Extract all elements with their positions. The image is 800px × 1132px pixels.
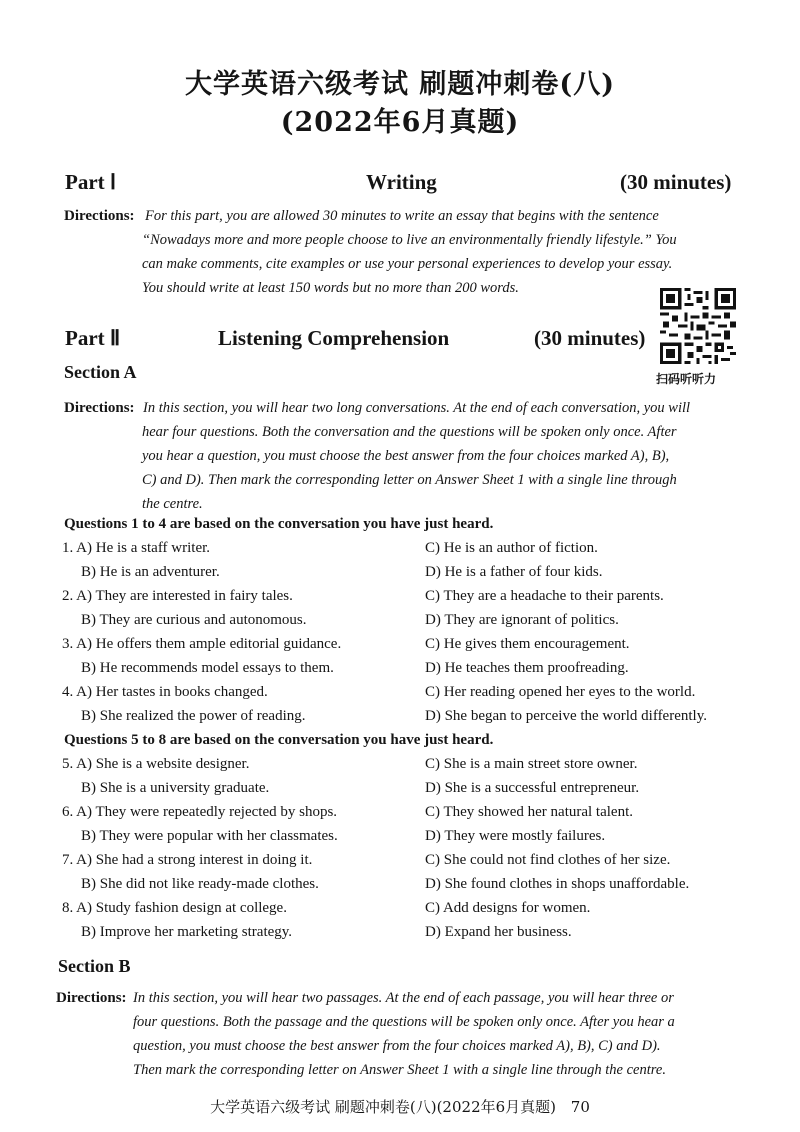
option-b[interactable]: They were popular with her classmates. — [99, 828, 338, 844]
question-number: 8. — [62, 900, 74, 916]
question-number: 4. — [62, 684, 74, 700]
question-number: 1. — [62, 540, 74, 556]
question-number: 3. — [62, 636, 74, 652]
option-c[interactable]: They are a headache to their parents. — [443, 588, 664, 604]
exam-subtitle: (2022年6月真题) — [280, 107, 520, 138]
qr-caption: 扫码听听力 — [656, 372, 717, 386]
option-a[interactable]: They were repeatedly rejected by shops. — [95, 804, 338, 820]
option-d[interactable]: He teaches them proofreading. — [444, 660, 629, 676]
option-a[interactable]: They are interested in fairy tales. — [95, 588, 293, 604]
part1-directions-label: Directions: — [64, 208, 135, 224]
option-d[interactable]: She is a successful entrepreneur. — [444, 780, 640, 796]
part1-directions-line: You should write at least 150 words but no more than 200 words. — [142, 280, 519, 296]
option-c[interactable]: Her reading opened her eyes to the world. — [443, 684, 696, 700]
option-d[interactable]: They were mostly failures. — [444, 828, 606, 844]
exam-page: 大学英语六级考试 刷题冲刺卷(八) (2022年6月真题) Part Ⅰ Writing (30 minutes) Directions: For this part, you are allowed 30 minutes to write an essay that begins with the sentence “Nowadays more and more people choose to live an environmentally friendly lifestyle.” You can make comments, cite examples or use your personal experiences to develop your essay. You should write at least 150 words but no more than 200 words. Part Ⅱ Listening Comprehension (30 minutes) 扫码听听力 Section A Directions: In this section, you will hear two long conversations. At the end of each conversation, you will hear four questions. Both the conversation and the questions will be spoken only once. After you hear a question, you must choose the best answer from the four choices marked A), B), C) and D). Then mark the corresponding letter on Answer Sheet 1 with a single line through the centre. Questions 1 to 4 are based on the conversation you have just heard. 1. A) He is a staff writer. C) He is an author of fiction. B) He is an adventurer. D) He is a father of four kids. 2. A) They are interested in fairy tales. C) They are a headache to their parents. B) They are curious and autonomous. D) They are ignorant of politics. 3. A) He offers them ample editorial guidance. C) He gives them encouragement. B) He recommends model essays to them. D) He teaches them proofreading. 4. A) Her tastes in books changed. C) Her reading opened her eyes to the world. B) She realized the power of reading. D) She began to perceive the world differently. Questions 5 to 8 are based on the conversation you have just heard. 5. A) She is a website designer. C) She is a main street store owner. B) She is a university graduate. D) She is a successful entrepreneur. 6. A) They were repeatedly rejected by shops. C) They showed her natural talent. B) They were popular with her classmates. D) They were mostly failures. 7. A) She had a strong interest in doing it. C) She could not find clothes of her size. B) She did not like ready-made clothes. D) She found clothes in shops unaffordable. 8. A) Study fashion design at college. C) Add designs for women. B) Improve her marketing strategy. D) Expand her business. Section B Directions: In this section, you will hear two passages. At the end of each passage, you will hear three or four questions. Both the passage and the questions will be spoken only once. After you hear a question, you must choose the best answer from the four choices marked A), B), C) and D). Then mark the corresponding letter on Answer Sheet 1 with a single line through the centre. 大学英语六级考试 刷题冲刺卷(八)(2022年6月真题) 70 — [0, 0, 800, 1132]
part2-name: Listening Comprehension — [218, 326, 450, 350]
page-footer — [0, 1096, 800, 1117]
part1-directions-line: can make comments, cite examples or use your personal experiences to develop your essay. — [142, 256, 673, 272]
section-b-directions-line: In this section, you will hear two passages. At the end of each passage, you will hear three or — [133, 990, 674, 1006]
section-a-directions-line: hear four questions. Both the conversation and the questions will be spoken only once. After — [142, 424, 677, 440]
part1-directions-line: For this part, you are allowed 30 minutes to write an essay that begins with the sentence — [145, 208, 659, 224]
option-a[interactable]: He offers them ample editorial guidance. — [95, 636, 342, 652]
part1-time: (30 minutes) — [620, 170, 732, 194]
option-b[interactable]: She realized the power of reading. — [99, 708, 306, 724]
section-a-directions-label: Directions: — [64, 400, 135, 416]
part1-directions-line: “Nowadays more and more people choose to live an environmentally friendly lifestyle.” You — [142, 232, 677, 248]
section-b-directions-label: Directions: — [56, 990, 127, 1006]
section-b-directions-line: question, you must choose the best answer from the four choices marked A), B), C) and D). — [133, 1038, 661, 1054]
section-a-directions-line: you hear a question, you must choose the best answer from the four choices marked A), B), — [142, 448, 670, 464]
section-b-directions-line: four questions. Both the passage and the questions will be spoken only once. After you hear a — [133, 1014, 675, 1030]
option-c[interactable]: Add designs for women. — [442, 900, 591, 916]
option-d[interactable]: Expand her business. — [444, 924, 572, 940]
part2-time: (30 minutes) — [534, 326, 646, 350]
option-c[interactable]: He gives them encouragement. — [443, 636, 630, 652]
question-number: 7. — [62, 852, 74, 868]
exam-title: 大学英语六级考试 刷题冲刺卷(八) — [185, 69, 615, 100]
question-number: 5. — [62, 756, 74, 772]
option-d[interactable]: She found clothes in shops unaffordable. — [444, 876, 690, 892]
option-c[interactable]: He is an author of fiction. — [443, 540, 598, 556]
question-number: 6. — [62, 804, 74, 820]
option-c[interactable]: She is a main street store owner. — [443, 756, 638, 772]
option-a[interactable]: Study fashion design at college. — [95, 900, 287, 916]
part1-label: Part Ⅰ — [65, 170, 117, 194]
question-group-heading: Questions 1 to 4 are based on the conversation you have just heard. — [64, 516, 494, 532]
option-d[interactable]: They are ignorant of politics. — [444, 612, 619, 628]
option-d[interactable]: He is a father of four kids. — [444, 564, 603, 580]
question-group-heading: Questions 5 to 8 are based on the conversation you have just heard. — [64, 732, 494, 748]
option-a[interactable]: She had a strong interest in doing it. — [95, 852, 313, 868]
option-c[interactable]: They showed her natural talent. — [443, 804, 633, 820]
option-a[interactable]: He is a staff writer. — [95, 540, 211, 556]
part1-name: Writing — [366, 170, 437, 194]
section-b-label: Section B — [58, 956, 131, 976]
page-number: 70 — [570, 1098, 590, 1116]
footer-title: 大学英语六级考试 刷题冲刺卷(八)(2022年6月真题) — [210, 1098, 557, 1116]
question-number: 2. — [62, 588, 74, 604]
option-c[interactable]: She could not find clothes of her size. — [443, 852, 671, 868]
section-a-directions-line: C) and D). Then mark the corresponding letter on Answer Sheet 1 with a single line through — [142, 472, 677, 488]
option-a[interactable]: She is a website designer. — [95, 756, 250, 772]
section-b-directions-line: Then mark the corresponding letter on Answer Sheet 1 with a single line through the centre. — [133, 1062, 666, 1078]
qr-code-icon[interactable] — [660, 288, 736, 364]
option-b[interactable]: Improve her marketing strategy. — [99, 924, 293, 940]
section-a-directions-line: the centre. — [142, 496, 203, 512]
section-a-label: Section A — [64, 362, 137, 382]
option-a[interactable]: Her tastes in books changed. — [95, 684, 268, 700]
option-b[interactable]: She did not like ready-made clothes. — [99, 876, 319, 892]
option-b[interactable]: He is an adventurer. — [99, 564, 220, 580]
section-a-directions-line: In this section, you will hear two long conversations. At the end of each conversation, you will — [143, 400, 691, 416]
option-b[interactable]: He recommends model essays to them. — [99, 660, 334, 676]
part2-label: Part Ⅱ — [65, 326, 121, 350]
option-d[interactable]: She began to perceive the world differently. — [444, 708, 707, 724]
option-b[interactable]: They are curious and autonomous. — [99, 612, 307, 628]
option-b[interactable]: She is a university graduate. — [99, 780, 270, 796]
